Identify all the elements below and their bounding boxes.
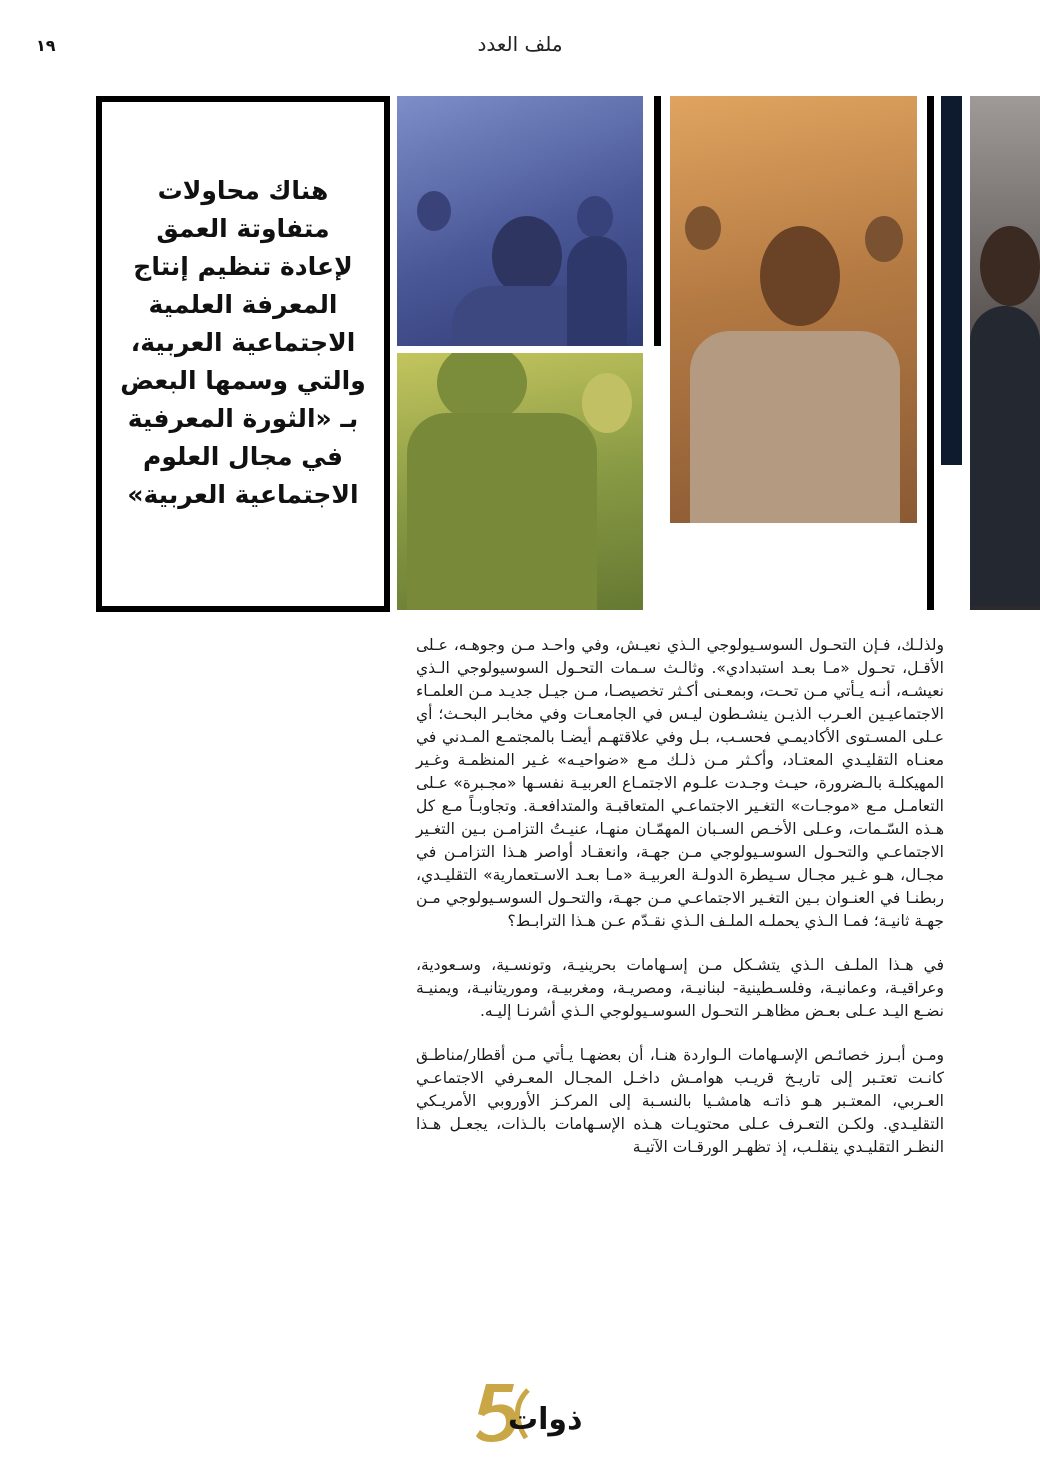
logo-text: ذوات bbox=[508, 1402, 583, 1437]
crowd-photo-gray bbox=[970, 96, 1040, 610]
page-number: ١٩ bbox=[36, 36, 56, 55]
accent-bar bbox=[941, 96, 962, 465]
pull-quote-box bbox=[96, 96, 390, 612]
divider-bar bbox=[654, 96, 661, 346]
article-paragraph: ومـن أبـرز خصائـص الإسـهامات الـواردة هنـا، أن بعضهـا يـأتي مـن أقطار/مناطـق كانـت تعتـبر إلى تاريـخ قريـب هوامـش داخـل المجـال المعـرفي الاجتماعـي العـربي، المعتـبر هـو ذاتـه هامشـيا بالنسـبة إلى المركـز الأوروبي الأمريـكي التقليـدي. ولكـن التعـرف عـلى محتويـات هـذه الإسـهامات بالـذات، يجعـل هـذا النظـر التقليـدي ينقلـب، إذ تظهـر الورقـات الآتيـة bbox=[416, 1046, 944, 1156]
article-paragraph: ولذلـك، فـإن التحـول السوسـيولوجي الـذي نعيـش، وفي واحـد مـن وجوهـه، عـلى الأقـل، تحـول «مـا بعـد استبدادي». وثالـث سـمات التحـول السوسيولوجي الـذي نعيشـه، أنـه يـأتي مـن تحـت، وبمعـنى أكـثر تخصيصـا، مـن جيـل جديـد مـن العلمـاء الاجتماعيـين العـرب الذيـن ينشـطون ليـس في الجامعـات وفي مخابـر البحـث؛ أي عـلى المسـتوى الأكاديمـي فحسـب، بـل وفي علاقتهـم أيضـا بالمجتمـع المـدني في معنـاه التقليـدي المعتـاد، وأكـثر مـن ذلـك مـع «ضواحيـه» غـير المنظمـة وغـير المهيكلـة بالـضرورة، حيـث وجـدت علـوم الاجتمـاع العربيـة نفسـها «مجـبرة» عـلى التعامـل مـع «موجـات» التغـير الاجتماعـي المتعاقبـة والمتدافعـة. وتجاوبـاً مـع كل هـذه السّـمات، وعـلى الأخـص السـبان المهمّـان منهـا، عنيـتُ التزامـن بـين التغـير الاجتماعـي والتحـول السوسـيولوجي مـن جهـة، وانعقـاد أواصر هـذا التزامـن في مجـال، هـو غـير مجـال سـيطرة الدولـة العربيـة «مـا بعـد الاسـتعمارية» التقليـدي، ربطنـا في العنـوان بـين التغـير الاجتماعـي مـن جهـة، والتحـول السوسـيولوجي مـن جهـة ثانيـة؛ فمـا الـذي يحملـه الملـف الـذي نقـدّم عـن هـذا الترابـط؟ bbox=[416, 636, 944, 930]
crowd-photo-green bbox=[397, 353, 643, 610]
magazine-logo bbox=[468, 1380, 608, 1446]
article-paragraph: في هـذا الملـف الـذي يتشـكل مـن إسـهامات بحرينيـة، وتونسـية، وسـعودية، وعراقيـة، وعمانيـة، وفلسـطينية- لبنانيـة، ومصريـة، ومغربيـة، وموريتانيـة، ويمنيـة نضـع اليـد عـلى بعـض مظاهـر التحـول السوسـيولوجي الـذي أشرنـا إليـه. bbox=[416, 956, 944, 1020]
divider-bar bbox=[927, 96, 934, 610]
crowd-photo-orange bbox=[670, 96, 917, 523]
section-title: ملف العدد bbox=[477, 32, 563, 56]
crowd-photo-blue bbox=[397, 96, 643, 346]
article-body bbox=[416, 634, 944, 1180]
pull-quote-text: هناك محاولات متفاوتة العمق لإعادة تنظيم إنتاج المعرفة العلمية الاجتماعية العربية، والتي وسمها البعض بـ «الثورة المعرفية في مجال العلوم الاجتماعية العربية» bbox=[120, 176, 366, 509]
